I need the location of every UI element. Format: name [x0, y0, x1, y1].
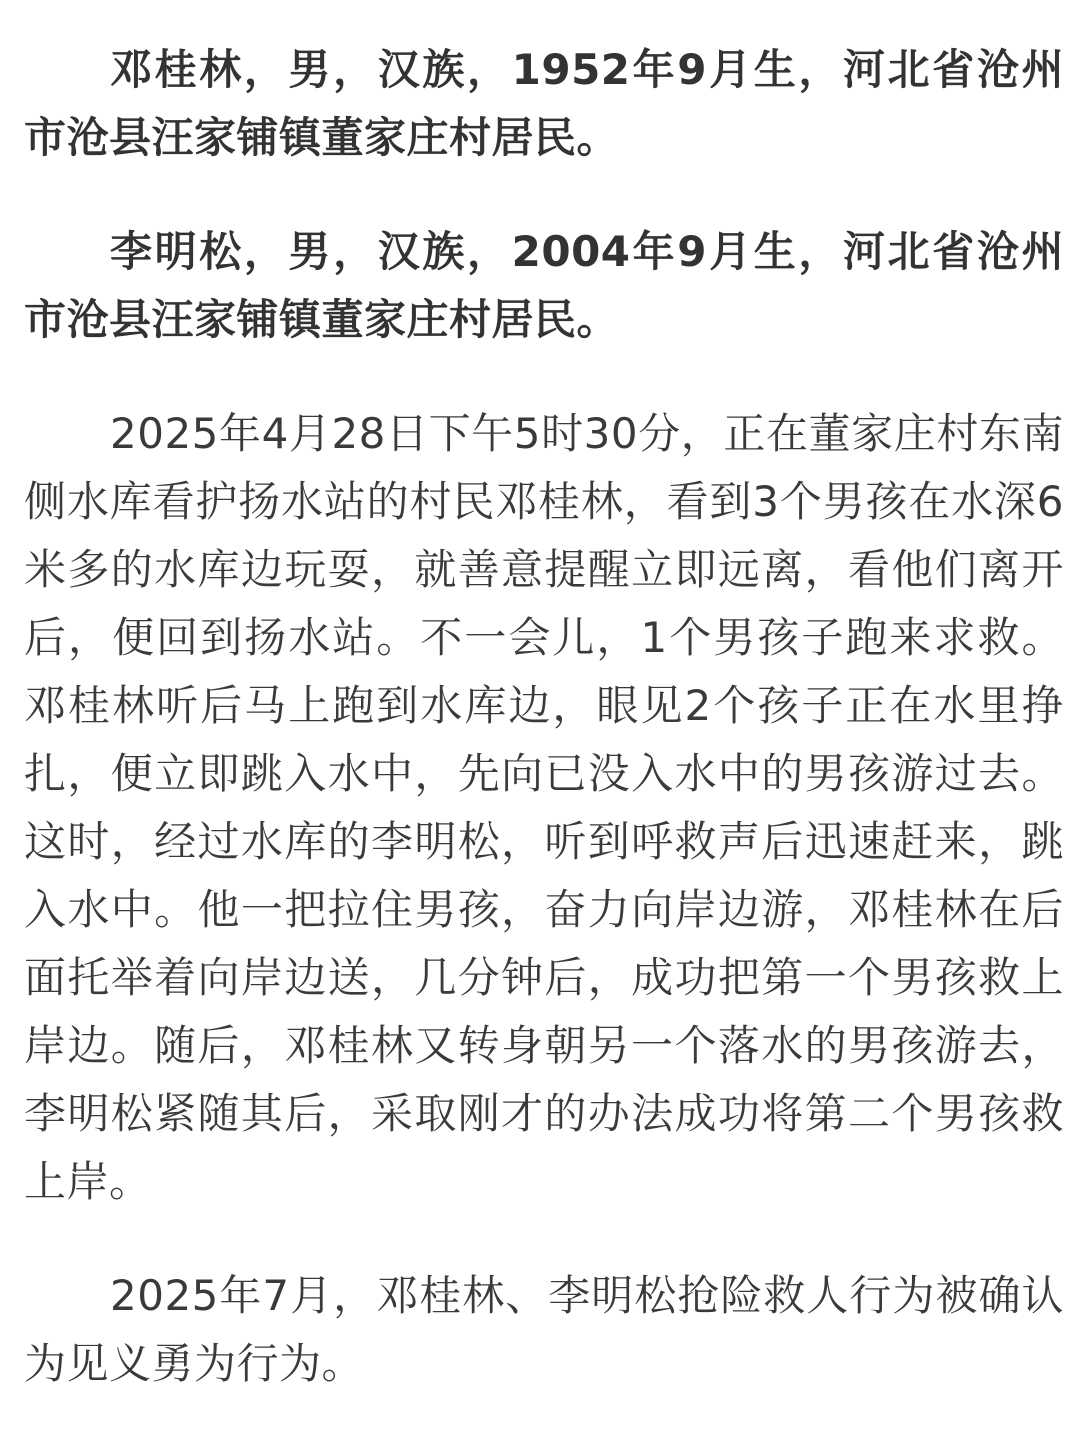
profile-paragraph-deng-guilin: 邓桂林，男，汉族，1952年9月生，河北省沧州市沧县汪家铺镇董家庄村居民。 — [24, 45, 1064, 162]
rescue-narrative-paragraph: 2025年4月28日下午5时30分，正在董家庄村东南侧水库看护扬水站的村民邓桂林，看到3个男孩在水深6米多的水库边玩耍，就善意提醒立即远离，看他们离开后，便回到扬水站。不一会儿，1个男孩子跑来求救。邓桂林听后马上跑到水库边，眼见2个孩子正在水里挣扎，便立即跳入水中，先向已没入水中的男孩游过去。这时，经过水库的李明松，听到呼救声后迅速赶来，跳入水中。他一把拉住男孩，奋力向岸边游，邓桂林在后面托举着向岸边送，几分钟后，成功把第一个男孩救上岸边。随后，邓桂林又转身朝另一个落水的男孩游去，李明松紧随其后，采取刚才的办法成功将第二个男孩救上岸。 — [24, 409, 1064, 1206]
article-body — [24, 36, 1064, 1444]
profile-paragraph-li-mingsong: 李明松，男，汉族，2004年9月生，河北省沧州市沧县汪家铺镇董家庄村居民。 — [24, 227, 1064, 344]
recognition-paragraph: 2025年7月，邓桂林、李明松抢险救人行为被确认为见义勇为行为。 — [24, 1271, 1064, 1388]
